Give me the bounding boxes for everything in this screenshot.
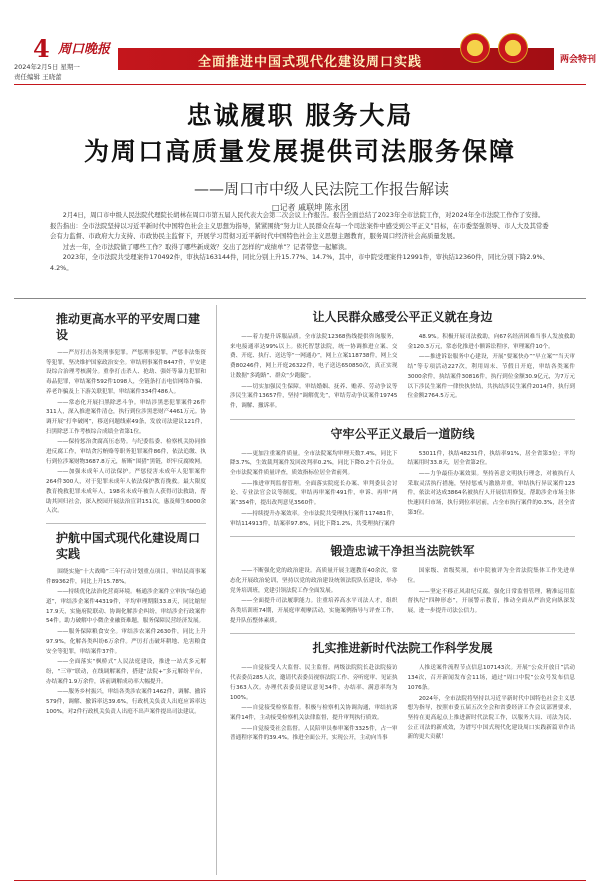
date-line: 2024年2月5日 星期一 bbox=[14, 63, 80, 71]
section-body bbox=[46, 568, 206, 718]
paragraph: ——切实加强民生保障。审结婚姻、抚养、赡养、劳动争议等涉民生案件13657件，坚持“调解优先”，审结劳动争议案件19745件，调解、撤诉率。 bbox=[230, 383, 398, 409]
paragraph: ——更加注重案件质量。全市法院案均审理天数7.4%，同比下降3.7%，生效裁判案件发回改判率0.2%，同比下降0.2个百分点。全市法院案件质量评查，质效指标位居全省前列。 bbox=[230, 450, 398, 477]
paragraph: ——持续提升办案效率。全市法院共受理执行案件117481件，审结114913件，结案率97.8%，同比下降1.2%，共受理执行案件 bbox=[230, 510, 398, 527]
paragraph: 48.9%。积极开展司法救助，向67名经济困难当事人发放救助金120.3万元，常态化推进小额诉讼程序，审理案件10个。 bbox=[407, 334, 575, 350]
paragraph: ——坚定不移正风肃纪反腐。强化日常监督管理，精准运用监督执纪“四种形态”，开展警示教育，推动全面从严治党向纵深发展，进一步提升司法公信力。 bbox=[407, 588, 575, 615]
paragraph: ——全面落实“枫桥式”人民法庭建设，推进一站式多元解纷，“三审”联动，在线调解案件，搭建“法院+”多元解纷平台，办结案件1.9万余件，诉前调解成功率大幅提升。 bbox=[46, 659, 206, 685]
paragraph: ——着力提升诉服品质。全市法院12368热线提供咨询服务，来电接通率达99%以上。依托智慧法院，统一协调推进立案、交费、开庭、执行、送达等“一网通办”，网上立案118738件，网上交费80246件，网上开庭26322件，电子送达650850次，真正实现让数据“多跑路”、群众“少跑腿”。 bbox=[230, 334, 398, 379]
paragraph: 围绕实施“十大战略”三年行动计划重点项目，审结民商事案件89362件，同比上升15.78%。 bbox=[46, 568, 206, 585]
page-number: 4 bbox=[33, 34, 50, 63]
divider bbox=[46, 523, 206, 524]
national-emblem-icon bbox=[460, 33, 490, 63]
two-column-block bbox=[230, 333, 575, 413]
section-body bbox=[46, 349, 206, 517]
left-column bbox=[46, 305, 206, 719]
headline-block bbox=[14, 88, 586, 212]
headline-line-2: 为周口高质量发展提供司法服务保障 bbox=[83, 137, 516, 166]
section-title-court-team: 锻造忠诚干净担当法院铁军 bbox=[330, 544, 475, 559]
byline: □记者 戚联坤 陈永团 bbox=[272, 203, 349, 212]
paragraph: ——全面提升司法履职能力。注重培养高水平司法人才，组织各类培训班74期，开展庭审观摩活动，实施案例指导与评查工作，提升队伍整体素质。 bbox=[230, 598, 398, 624]
two-column-block bbox=[230, 567, 575, 627]
banner-text: 全面推进中国式现代化建设周口实践 bbox=[198, 55, 423, 70]
paragraph: ——加强未成年人司法保护。严惩侵害未成年人犯罪案件264件300人，对于犯罪未成年人依法保护教育挽救。最大限度教育挽救犯罪未成年人，198名未成年被告人获得司法救助，帮助其回归社会，深入校园开展法治宣讲151次，惠及师生6000余人次。 bbox=[46, 469, 206, 515]
two-column-block bbox=[230, 664, 575, 745]
paragraph: ——持续优化法治化营商环境。畅通涉企案件立审执“绿色通道”，审结涉企案件44319件，平均审理期限33.8天，同比缩短17.9天，实施府院联动、协调化解涉企纠纷，审结涉企行政案件54件。助力破解中小微企业融资难题，服务保障民营经济发展。 bbox=[46, 589, 206, 625]
paragraph: 2024年，全市法院将坚持以习近平新时代中国特色社会主义思想为指导，按照市委五届五次全会和省委经济工作会议部署要求，坚持在更高起点上推进新时代法院工作，以服务大局、司法为民、公正司法的新成效，为谱写中国式现代化建设周口实践新篇章作出新的更大贡献！ bbox=[407, 695, 575, 741]
section-title-safe-zhoukou: 推动更高水平的平安周口建设 bbox=[56, 312, 201, 342]
right-column bbox=[230, 305, 575, 745]
paragraph: ——保持惩治贪腐高压态势。与纪委监委、检察机关协同推进反腐工作，审结贪污贿赂等职务犯罪案件86件，依法追缴、执行到位涉案财物3687.8万元，斩断“围猎”黑链，织牢反腐败网。 bbox=[46, 439, 206, 465]
headline-line-1: 忠诚履职 服务大局 bbox=[186, 101, 414, 130]
subheadline: ——周口市中级人民法院工作报告解读 bbox=[194, 180, 450, 198]
section-body bbox=[408, 567, 576, 627]
paragraph: ——服务保障粮食安全。审结涉农案件2630件，同比上升97.9%，化解各类纠纷6万余件。严厉打击破坏耕地、危害粮食安全等犯罪，审结案件37件。 bbox=[46, 629, 206, 655]
divider bbox=[230, 419, 575, 420]
intro-paragraph: 2023年，全市法院共受理案件170492件，审执结163144件，同比分别上升15.77%、14.7%，其中，市中院受理案件12991件，审执结12360件，同比分别下降2.9%、4.2%。 bbox=[50, 253, 549, 272]
paragraph: ——严厉打击各类刑事犯罪。严惩刑事犯罪，严惩非法集资等犯罪，坚决维护国家政治安全。审结刑事案件8447件，平安建设综合治理考核满分。重拳打击杀人、抢劫、强奸等暴力犯罪和毒品犯罪，审结案件592件1098人，全链条打击电信网络诈骗、养老诈骗及上下游关联犯罪，审结案件334件486人。 bbox=[46, 350, 206, 395]
section-body bbox=[408, 333, 576, 413]
intro-rule bbox=[14, 298, 586, 299]
paragraph: ——自觉接受检察监督。积极与检察机关协调沟通，审结抗诉案件14件，主动接受检察机关法律监督，提升审判执行质效。 bbox=[230, 705, 398, 721]
masthead-rule bbox=[14, 84, 586, 85]
paragraph: 国家级、省级奖项，市中院被评为全省法院集体工作先进单位。 bbox=[407, 568, 575, 584]
intro-paragraph: 过去一年，全市法院做了哪些工作？取得了哪些新成效？交出了怎样的“成绩单”？记者带您一起解读。 bbox=[62, 242, 351, 251]
section-body bbox=[408, 450, 576, 531]
paragraph: ——常态化开展扫黑除恶斗争。审结涉黑恶犯罪案件26件311人，深入推进案件清仓，执行到位涉黑恶财产4461万元。协调开展“打伞破网”，移送问题线索49条，发放司法建议121件，扫黑除恶工作考核综合成绩全省第1位。 bbox=[46, 399, 206, 435]
section-body bbox=[408, 664, 576, 745]
special-issue-label: 两会特刊 bbox=[560, 55, 597, 65]
paragraph: ——不断强化党的政治建设。高质量开展主题教育40余次，常态化开展政治轮训，坚持以党的政治建设统领法院队伍建设，举办党务培训班，党建引领法院工作全面发展。 bbox=[230, 568, 398, 594]
paragraph: ——服务乡村振兴，审结各类涉农案件1462件，调解、撤诉579件，调解、撤诉率达39.6%，行政机关负责人出庭应诉率达100%，对2件行政机关负责人出庭不出声案件提出司法建议。 bbox=[46, 689, 206, 715]
divider bbox=[230, 633, 575, 634]
section-title-modernization: 护航中国式现代化建设周口实践 bbox=[56, 530, 201, 561]
paragraph: 53011件，执结48231件，执结率91%，居全省第3位；平均结案用时33.8天，居全省第2位。 bbox=[407, 450, 575, 467]
divider bbox=[230, 536, 575, 537]
section-body bbox=[230, 567, 398, 627]
intro-paragraphs bbox=[50, 210, 550, 274]
paragraph: ——力争最佳办案效果。坚持善意文明执行理念，对被执行人采取灵活执行措施，坚持惩戒与激励并重，审结执行异议案件123件，依法对达成3864名被执行人开展信用修复，帮助涉企市场主体快速回归市场，执行到位率居前，占全市执行案件的0.3%，居全省第3位。 bbox=[407, 471, 575, 516]
section-title-last-defense: 守牢公平正义最后一道防线 bbox=[330, 426, 475, 441]
paragraph: ——自觉接受人大监督、民主监督。两级法院院长赴法院接访代表委员285人次，邀请代表委员视察法院工作、旁听庭审、见证执行363人次。办理代表委员建议意见34件，办结率、满意率均为100%。 bbox=[230, 665, 398, 701]
editor-line: 责任编辑 王晓蕾 bbox=[14, 73, 62, 81]
section-title-fairness: 让人民群众感受公平正义就在身边 bbox=[312, 310, 493, 324]
paragraph: ——推进诉讼服务中心建设，开展“要案快办”“早立案”“当天审结”等专项活动227次，利用周末、节假日开庭，审结各类案件3000余件，执结案件30816件，执行到位金额30.9亿元，为7万元以下涉民生案件一律快执快结，共执结涉民生案件2014件，执行到位金额2764.5万元。 bbox=[407, 354, 575, 400]
paragraph: ——自觉接受社会监督。人民陪审员参审案件3325件，占一审普通程序案件的39.4%。推进全面公开，实现公开，主动向当事 bbox=[230, 725, 398, 742]
footer-rule bbox=[14, 880, 586, 881]
paragraph: ——推进审判监督管理。全面落实院庭长办案、审判委员会讨论、专业法官会议等制度，审结再审案件491件，申诉、再审“两案”354件，提出改判意见3560件。 bbox=[230, 480, 398, 507]
section-body bbox=[230, 664, 398, 745]
section-body bbox=[230, 333, 398, 413]
intro-paragraph: 2月4日，周口市中级人民法院代理院长胡林在周口市第五届人民代表大会第二次会议上作报告。报告全面总结了2023年全市法院工作，对2024年全市法院工作作了安排。报告指出：全市法院坚持以习近平新时代中国特色社会主义思想为指导，紧紧围绕“努力让人民群众在每一个司法案件中感受到公平正义”目标，在市委坚强领导、市人大及其常委会有力监督、市政府大力支持、市政协民主监督下，开展学习贯彻习近平新时代中国特色社会主义思想主题教育，服务周口经济社会高质量发展。 bbox=[50, 211, 549, 241]
paper-name: 周口晚报 bbox=[58, 42, 111, 57]
section-title-scientific-development: 扎实推进新时代法院工作科学发展 bbox=[312, 641, 493, 656]
section-body bbox=[230, 450, 398, 531]
masthead bbox=[0, 0, 600, 80]
two-column-block bbox=[230, 450, 575, 531]
column-divider bbox=[216, 305, 217, 875]
paragraph: 人推送案件流程节点信息107143次。开展“公众开放日”活动134次，召开新闻发布会11场，通过“周口中院”公众号发布信息1076条。 bbox=[407, 665, 575, 691]
party-emblem-icon bbox=[498, 33, 528, 63]
